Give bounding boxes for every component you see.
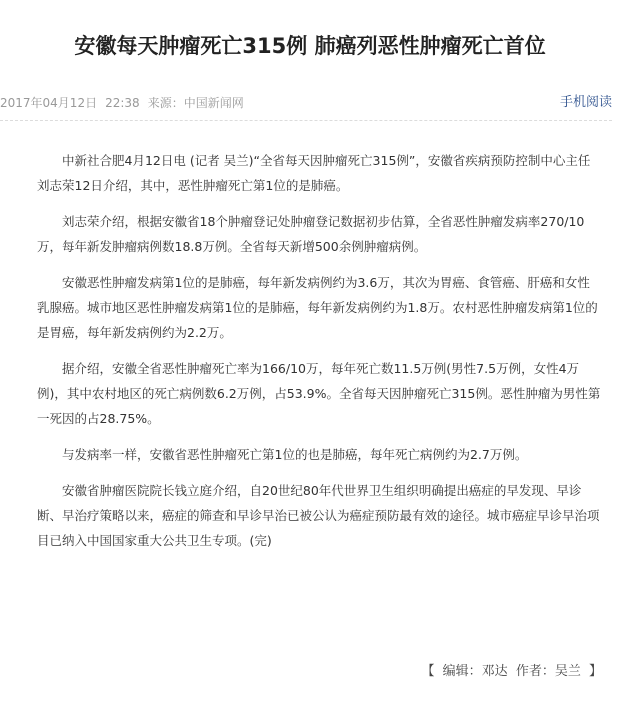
paragraph: 据介绍，安徽全省恶性肿瘤死亡率为166/10万，每年死亡数11.5万例(男性7.5万例，女性4万例)，其中农村地区的死亡病例数6.2万例，占53.9%。全省每天因肿瘤死亡315例。恶性肿瘤为男性第一死因的占28.75%。	[37, 361, 601, 426]
source-label: 来源：中国新闻网	[147, 96, 244, 110]
footer-close-bracket: 】	[588, 664, 602, 679]
meta-info	[0, 93, 252, 113]
article-footer	[422, 661, 606, 683]
paragraph: 中新社合肥4月12日电 (记者 吴兰)“全省每天因肿瘤死亡315例”，安徽省疾病预防控制中心主任刘志荣12日介绍，其中，恶性肿瘤死亡第1位的是肺癌。	[37, 153, 591, 193]
article-title: 安徽每天肿瘤死亡315例 肺癌列恶性肿瘤死亡首位	[74, 34, 546, 58]
paragraph: 刘志荣介绍，根据安徽省18个肿瘤登记处肿瘤登记数据初步估算，全省恶性肿瘤发病率270/10万，每年新发肿瘤病例数18.8万例。全省每天新增500余例肿瘤病例。	[37, 214, 585, 254]
author-label: 作者：吴兰	[515, 664, 581, 679]
paragraph: 安徽恶性肿瘤发病第1位的是肺癌，每年新发病例约为3.6万，其次为胃癌、食管癌、肝癌和女性乳腺癌。城市地区恶性肿瘤发病第1位的是肺癌，每年新发病例约为1.8万。农村恶性肿瘤发病第1位的是胃癌，每年新发病例约为2.2万。	[37, 275, 598, 340]
paragraph: 与发病率一样，安徽省恶性肿瘤死亡第1位的也是肺癌，每年死亡病例约为2.7万例。	[62, 447, 528, 462]
article-body	[37, 148, 602, 564]
footer-open-bracket: 【	[421, 664, 435, 679]
editor-label: 编辑：邓达	[442, 664, 508, 679]
mobile-read-link[interactable]: 手机阅读	[559, 95, 612, 110]
paragraph: 安徽省肿瘤医院院长钱立庭介绍，自20世纪80年代世界卫生组织明确提出癌症的早发现、早诊断、早治疗策略以来，癌症的筛查和早诊早治已被公认为癌症预防最有效的途径。城市癌症早诊早治项目已纳入中国国家重大公共卫生专项。(完)	[37, 483, 600, 548]
publish-date: 2017年04月12日	[0, 96, 98, 110]
publish-time: 22:38	[105, 96, 140, 110]
article-meta	[0, 93, 612, 113]
divider	[0, 120, 612, 121]
